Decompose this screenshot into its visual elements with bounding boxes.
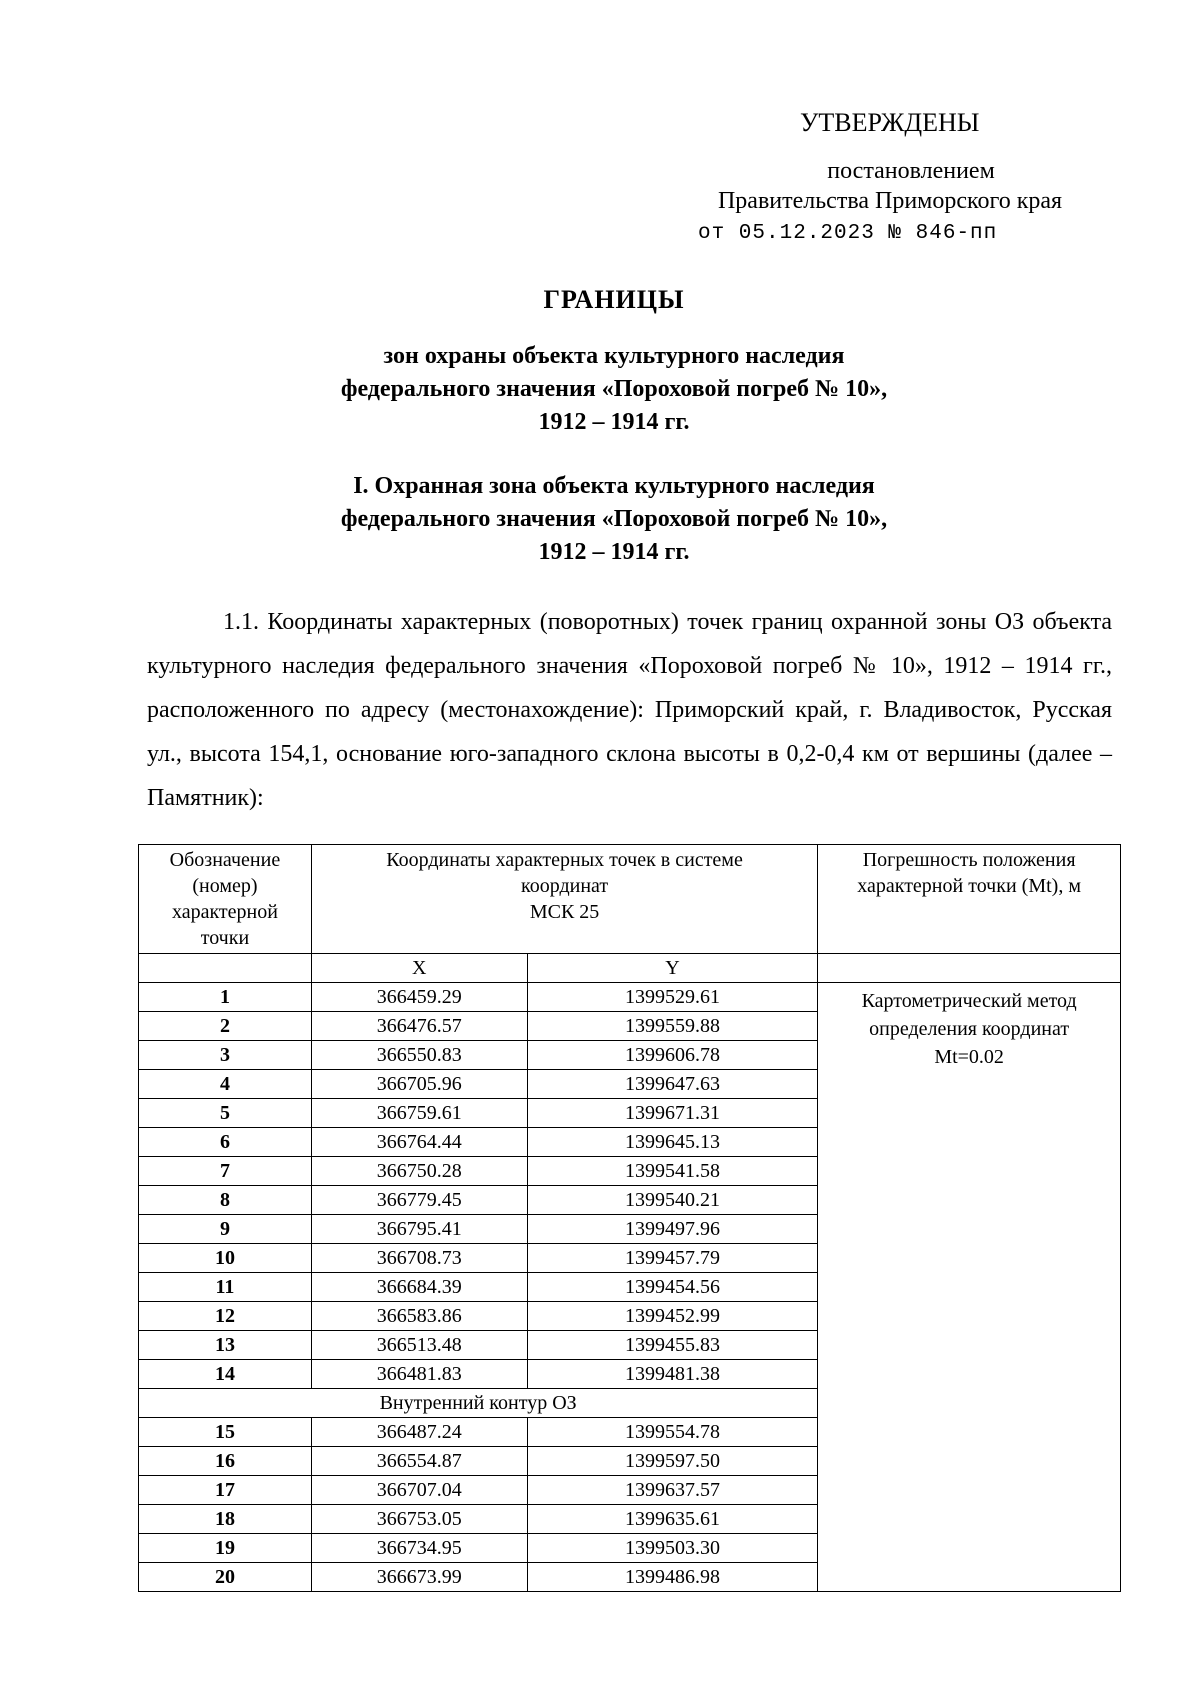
point-number: 15 xyxy=(139,1418,312,1447)
x-coordinate: 366476.57 xyxy=(311,1012,527,1041)
method-line: Mt=0.02 xyxy=(934,1046,1004,1068)
decree-number: от 05.12.2023 № 846-пп xyxy=(698,222,998,245)
y-coordinate: 1399606.78 xyxy=(527,1041,818,1070)
point-number: 19 xyxy=(139,1534,312,1563)
subtitle-line-2: федерального значения «Пороховой погреб № 10», xyxy=(340,376,888,402)
x-coordinate: 366707.04 xyxy=(311,1476,527,1505)
x-coordinate: 366481.83 xyxy=(311,1360,527,1389)
y-coordinate: 1399635.61 xyxy=(527,1505,818,1534)
x-coordinate: 366583.86 xyxy=(311,1302,527,1331)
point-number: 2 xyxy=(139,1012,312,1041)
resolution-block xyxy=(680,156,1100,216)
y-coordinate: 1399457.79 xyxy=(527,1244,818,1273)
y-coordinate: 1399554.78 xyxy=(527,1418,818,1447)
header-col3-line: Погрешность положения xyxy=(862,849,1076,871)
method-line: Картометрический метод xyxy=(861,990,1077,1012)
y-coordinate: 1399503.30 xyxy=(527,1534,818,1563)
y-coordinate: 1399497.96 xyxy=(527,1215,818,1244)
point-number: 11 xyxy=(139,1273,312,1302)
section-heading xyxy=(0,470,1200,569)
inner-contour-label: Внутренний контур ОЗ xyxy=(139,1389,818,1418)
y-coordinate: 1399671.31 xyxy=(527,1099,818,1128)
point-number: 9 xyxy=(139,1215,312,1244)
y-coordinate: 1399454.56 xyxy=(527,1273,818,1302)
x-coordinate: 366759.61 xyxy=(311,1099,527,1128)
x-coordinate: 366795.41 xyxy=(311,1215,527,1244)
y-coordinate: 1399559.88 xyxy=(527,1012,818,1041)
subtitle-line-1: зон охраны объекта культурного наследия xyxy=(383,343,845,369)
resolution-line-1: постановлением xyxy=(827,158,995,184)
header-col2-line: Координаты характерных точек в системе xyxy=(386,849,743,871)
subheader-empty-cell xyxy=(139,954,312,983)
y-coordinate: 1399455.83 xyxy=(527,1331,818,1360)
document-subtitle xyxy=(0,340,1200,439)
x-coordinate: 366487.24 xyxy=(311,1418,527,1447)
x-column-label: X xyxy=(311,954,527,983)
point-number: 16 xyxy=(139,1447,312,1476)
section-line-1: I. Охранная зона объекта культурного наследия xyxy=(353,473,875,499)
document-title: ГРАНИЦЫ xyxy=(543,285,685,314)
x-coordinate: 366734.95 xyxy=(311,1534,527,1563)
y-coordinate: 1399637.57 xyxy=(527,1476,818,1505)
header-coordinates xyxy=(311,845,817,954)
section-line-3: 1912 – 1914 гг. xyxy=(538,539,690,565)
header-col2-line: МСК 25 xyxy=(529,901,600,923)
point-number: 4 xyxy=(139,1070,312,1099)
y-coordinate: 1399486.98 xyxy=(527,1563,818,1592)
resolution-line-2: Правительства Приморского края xyxy=(717,188,1063,214)
coordinates-table xyxy=(138,844,1121,1592)
paragraph-text: 1.1. Координаты характерных (поворотных) точек границ охранной зоны ОЗ объекта культурного наследия федерального значения «Пороховой погреб № 10», 1912 – 1914 гг., расположенного по адресу (местонахождение): Приморский край, г. Владивосток, Русская ул., высота 154,1, основание юго-западного склона высоты в 0,2-0,4 км от вершины (далее – Памятник): xyxy=(147,609,1112,811)
y-coordinate: 1399540.21 xyxy=(527,1186,818,1215)
x-coordinate: 366513.48 xyxy=(311,1331,527,1360)
x-coordinate: 366554.87 xyxy=(311,1447,527,1476)
x-coordinate: 366673.99 xyxy=(311,1563,527,1592)
header-col3-line: характерной точки (Mt), м xyxy=(857,875,1081,897)
point-number: 12 xyxy=(139,1302,312,1331)
y-coordinate: 1399645.13 xyxy=(527,1128,818,1157)
y-coordinate: 1399647.63 xyxy=(527,1070,818,1099)
x-coordinate: 366705.96 xyxy=(311,1070,527,1099)
x-coordinate: 366753.05 xyxy=(311,1505,527,1534)
table-header-row xyxy=(139,845,1121,954)
x-coordinate: 366779.45 xyxy=(311,1186,527,1215)
x-coordinate: 366750.28 xyxy=(311,1157,527,1186)
header-col1-line: точки xyxy=(200,927,250,949)
table-subheader-row xyxy=(139,954,1121,983)
point-number: 1 xyxy=(139,983,312,1012)
point-number: 3 xyxy=(139,1041,312,1070)
point-number: 20 xyxy=(139,1563,312,1592)
point-number: 17 xyxy=(139,1476,312,1505)
method-line: определения координат xyxy=(869,1018,1070,1040)
approved-label: УТВЕРЖДЕНЫ xyxy=(800,108,980,137)
y-coordinate: 1399597.50 xyxy=(527,1447,818,1476)
x-coordinate: 366550.83 xyxy=(311,1041,527,1070)
subtitle-line-3: 1912 – 1914 гг. xyxy=(538,409,690,435)
x-coordinate: 366708.73 xyxy=(311,1244,527,1273)
point-number: 13 xyxy=(139,1331,312,1360)
point-number: 14 xyxy=(139,1360,312,1389)
point-number: 10 xyxy=(139,1244,312,1273)
section-line-2: федерального значения «Пороховой погреб № 10», xyxy=(340,506,888,532)
y-coordinate: 1399452.99 xyxy=(527,1302,818,1331)
point-number: 8 xyxy=(139,1186,312,1215)
accuracy-method-cell xyxy=(818,983,1121,1592)
x-coordinate: 366764.44 xyxy=(311,1128,527,1157)
y-column-label: Y xyxy=(527,954,818,983)
point-number: 6 xyxy=(139,1128,312,1157)
table-row xyxy=(139,983,1121,1012)
coordinates-paragraph xyxy=(147,600,1112,820)
point-number: 7 xyxy=(139,1157,312,1186)
x-coordinate: 366459.29 xyxy=(311,983,527,1012)
y-coordinate: 1399481.38 xyxy=(527,1360,818,1389)
subheader-empty-cell xyxy=(818,954,1121,983)
point-number: 5 xyxy=(139,1099,312,1128)
x-coordinate: 366684.39 xyxy=(311,1273,527,1302)
y-coordinate: 1399529.61 xyxy=(527,983,818,1012)
header-col1-line: (номер) xyxy=(192,875,258,897)
point-number: 18 xyxy=(139,1505,312,1534)
y-coordinate: 1399541.58 xyxy=(527,1157,818,1186)
header-col1-line: характерной xyxy=(171,901,278,923)
header-col2-line: координат xyxy=(521,875,609,897)
header-point-designation xyxy=(139,845,312,954)
header-accuracy xyxy=(818,845,1121,954)
header-col1-line: Обозначение xyxy=(169,849,281,871)
